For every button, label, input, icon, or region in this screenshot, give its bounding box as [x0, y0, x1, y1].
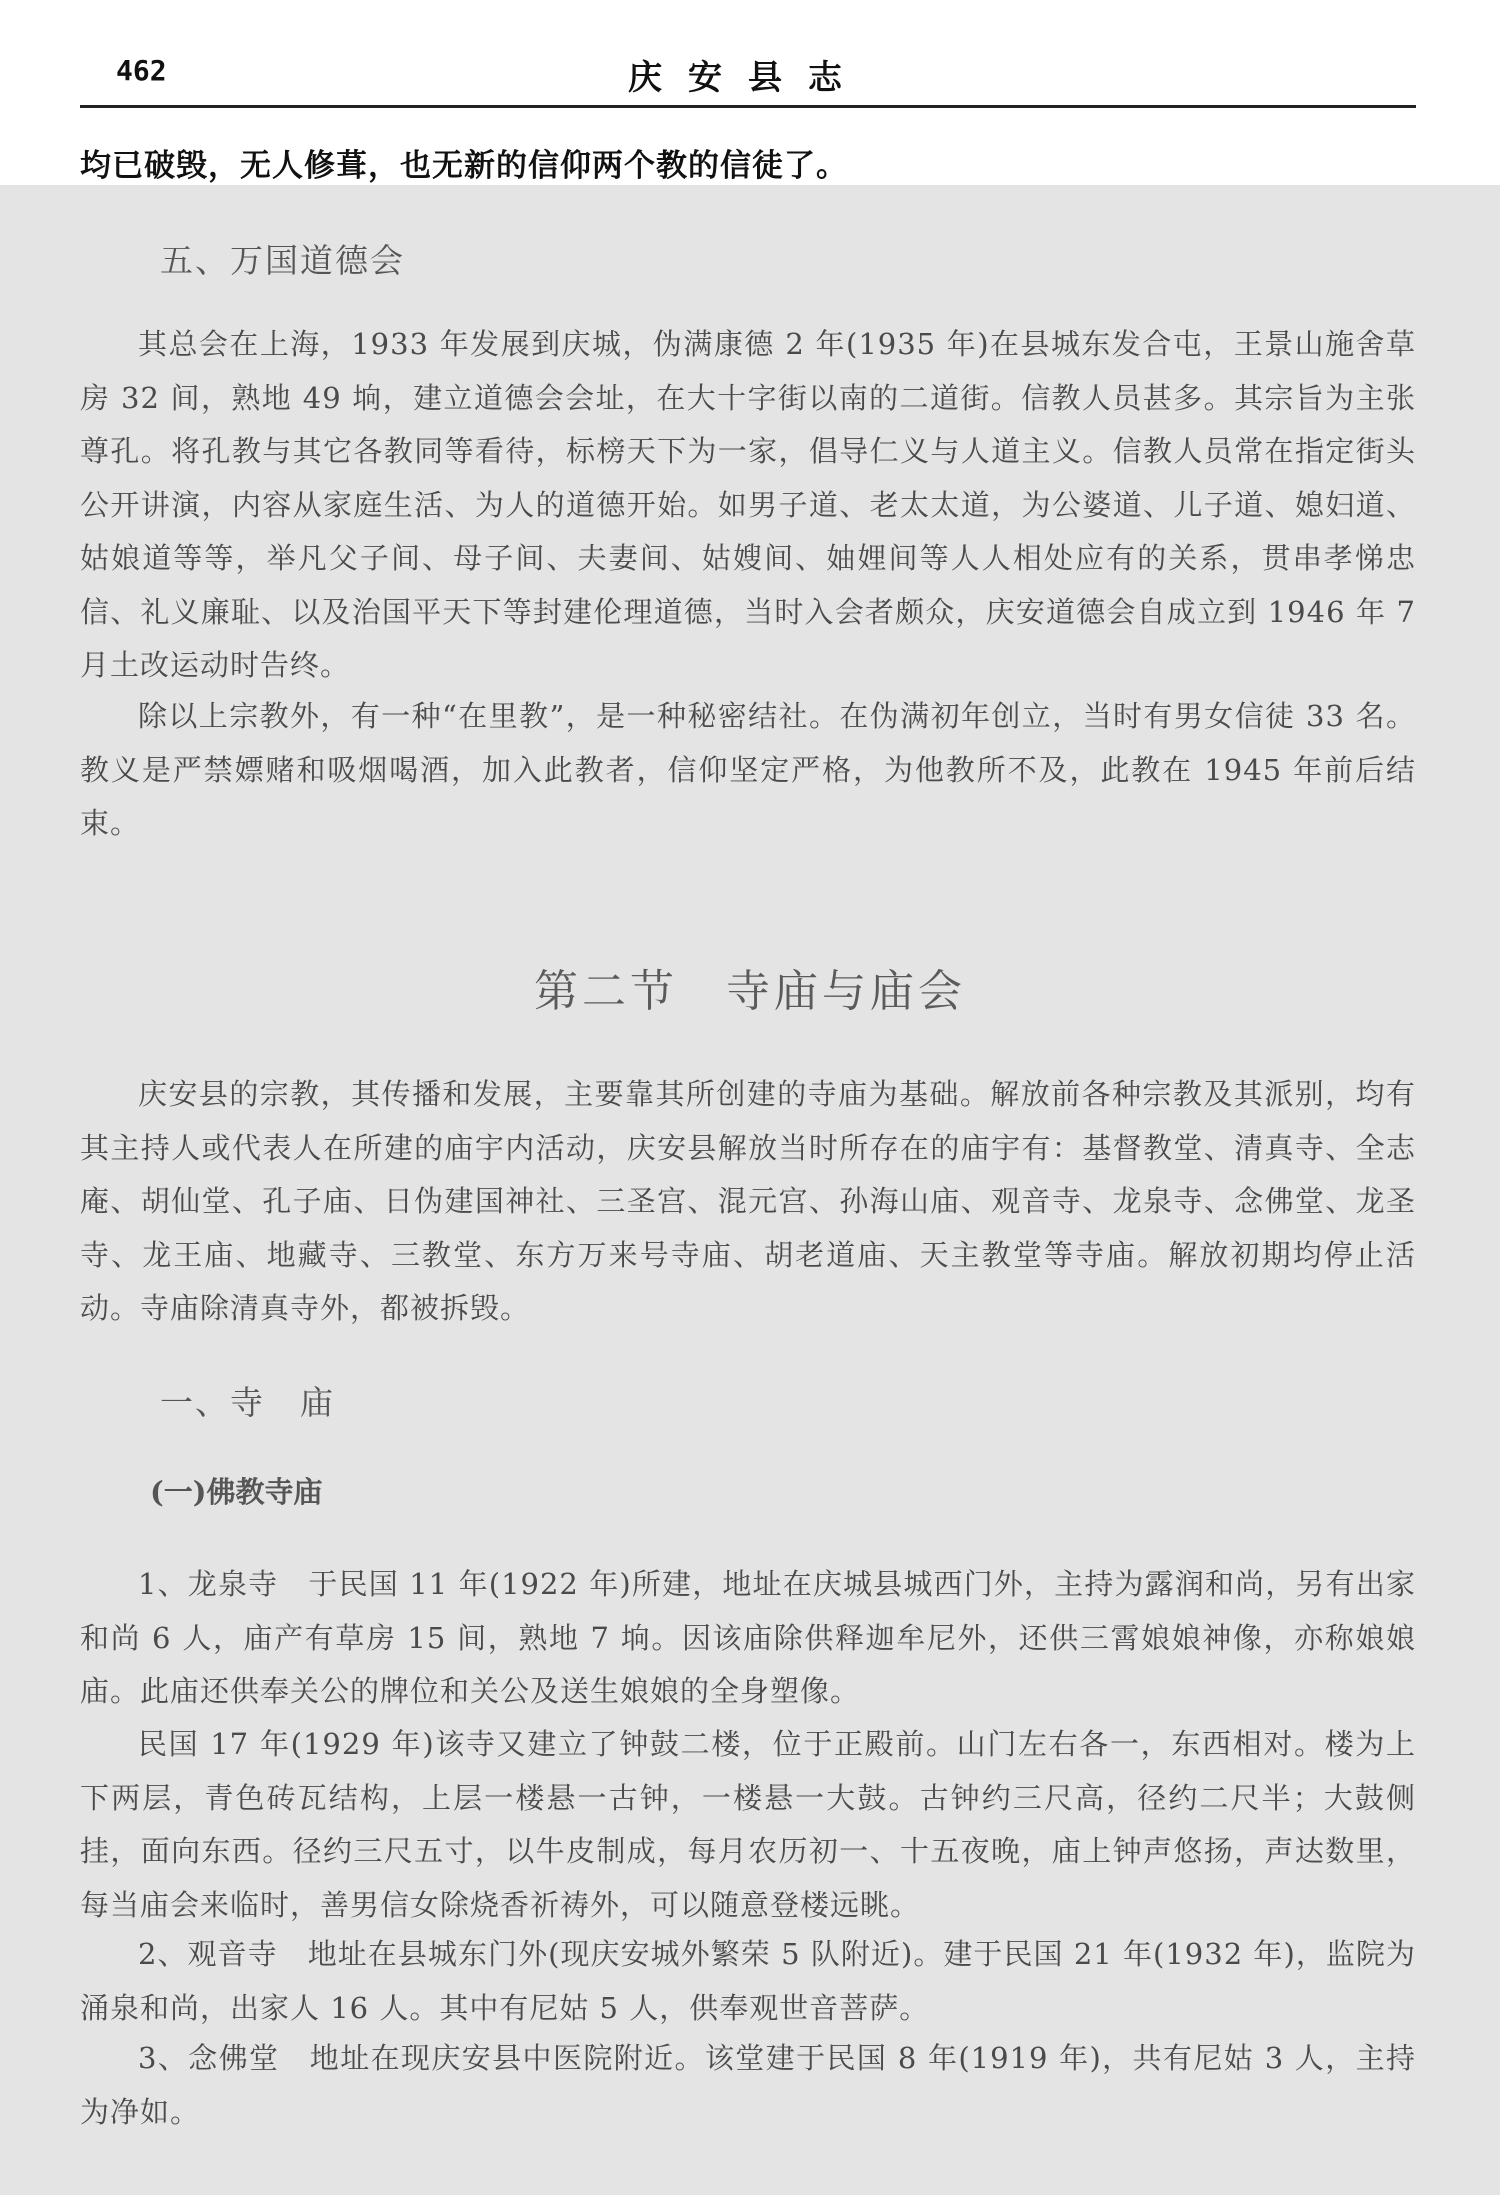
continued-text-line: 均已破毁，无人修葺，也无新的信仰两个教的信徒了。 — [80, 148, 848, 184]
paragraph-wanguo-2: 除以上宗教外，有一种“在里教”，是一种秘密结社。在伪满初年创立，当时有男女信徒 33 名。教义是严禁嫖赌和吸烟喝酒，加入此教者，信仰坚定严格，为他教所不及，此教在 1945 年前后结束。 — [80, 699, 1416, 840]
paragraph-longquan-temple-2: 民国 17 年(1929 年)该寺又建立了钟鼓二楼，位于正殿前。山门左右各一，东西相对。楼为上下两层，青色砖瓦结构，上层一楼悬一古钟，一楼悬一大鼓。古钟约三尺高，径约二尺半；大鼓侧挂，面向东西。径约三尺五寸，以牛皮制成，每月农历初一、十五夜晚，庙上钟声悠扬，声达数里，每当庙会来临时，善男信女除烧香祈祷外，可以随意登楼远眺。 — [80, 1727, 1416, 1922]
page-number: 462 — [116, 54, 167, 87]
subheading-wanguo-daode-hui: 五、万国道德会 — [160, 241, 405, 280]
paragraph-guanyin-temple: 2、观音寺 地址在县城东门外(现庆安城外繁荣 5 队附近)。建于民国 21 年(1932 年)，监院为涌泉和尚，出家人 16 人。其中有尼姑 5 人，供奉观世音菩萨。 — [80, 1937, 1416, 2025]
running-header — [80, 50, 1416, 108]
section-title-temples-and-fairs: 第二节 寺庙与庙会 — [534, 966, 966, 1017]
paragraph-nianfo-hall: 3、念佛堂 地址在现庆安县中医院附近。该堂建于民国 8 年(1919 年)，共有尼姑 3 人，主持为净如。 — [80, 2041, 1416, 2129]
paragraph-section2-intro: 庆安县的宗教，其传播和发展，主要靠其所创建的寺庙为基础。解放前各种宗教及其派别，均有其主持人或代表人在所建的庙宇内活动，庆安县解放当时所存在的庙宇有：基督教堂、清真寺、全志庵、胡仙堂、孔子庙、日伪建国神社、三圣宫、混元宫、孙海山庙、观音寺、龙泉寺、念佛堂、龙圣寺、龙王庙、地藏寺、三教堂、东方万来号寺庙、胡老道庙、天主教堂等寺庙。解放初期均停止活动。寺庙除清真寺外，都被拆毁。 — [80, 1077, 1416, 1325]
subheading-buddhist-temples: (一)佛教寺庙 — [150, 1475, 323, 1509]
subheading-temples: 一、寺 庙 — [160, 1383, 335, 1422]
running-title: 庆安县志 — [628, 58, 868, 98]
paragraph-wanguo-1: 其总会在上海，1933 年发展到庆城，伪满康德 2 年(1935 年)在县城东发合屯，王景山施舍草房 32 间，熟地 49 垧，建立道德会会址，在大十字街以南的二道街。信教人员甚多。其宗旨为主张尊孔。将孔教与其它各教同等看待，标榜天下为一家，倡导仁义与人道主义。信教人员常在指定街头公开讲演，内容从家庭生活、为人的道德开始。如男子道、老太太道，为公婆道、儿子道、媳妇道、姑娘道等等，举凡父子间、母子间、夫妻间、姑嫂间、妯娌间等人人相处应有的关系，贯串孝悌忠信、礼义廉耻、以及治国平天下等封建伦理道德，当时入会者颇众，庆安道德会自成立到 1946 年 7 月土改运动时告终。 — [80, 327, 1416, 682]
paragraph-longquan-temple-1: 1、龙泉寺 于民国 11 年(1922 年)所建，地址在庆城县城西门外，主持为露润和尚，另有出家和尚 6 人，庙产有草房 15 间，熟地 7 垧。因该庙除供释迦牟尼外，还供三霄娘娘神像，亦称娘娘庙。此庙还供奉关公的牌位和关公及送生娘娘的全身塑像。 — [80, 1567, 1416, 1708]
